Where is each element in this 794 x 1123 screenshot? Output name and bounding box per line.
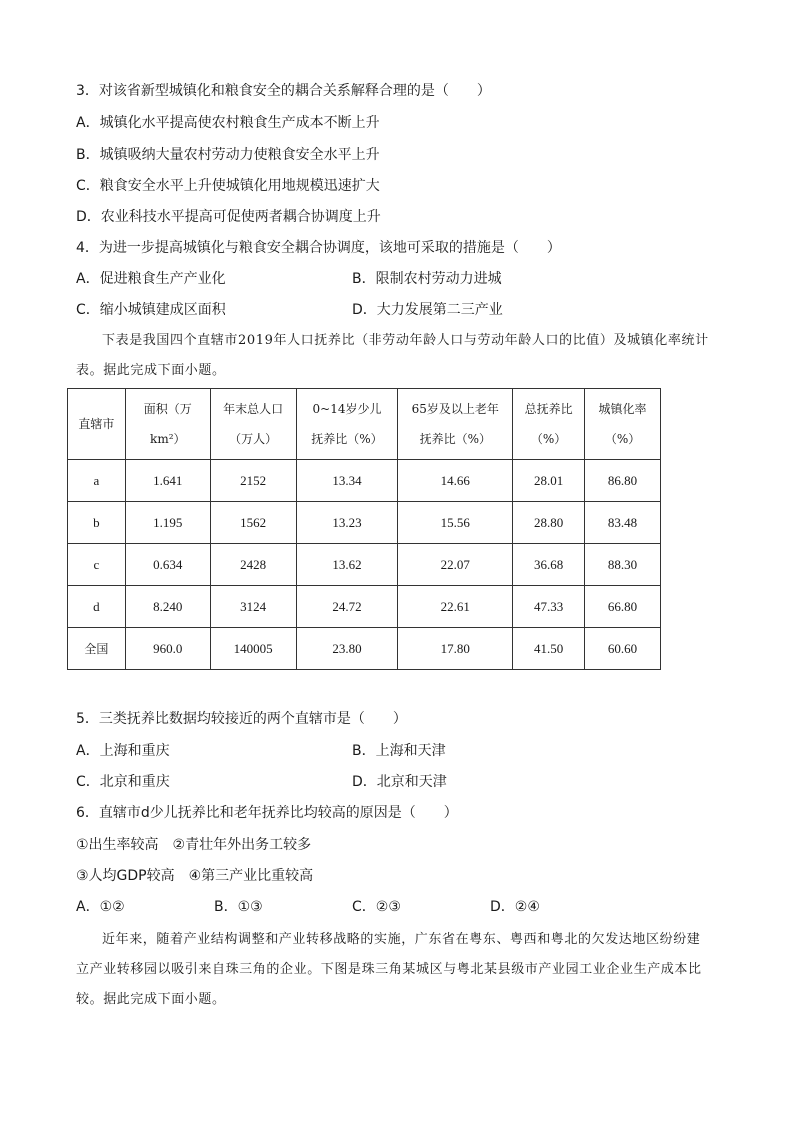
header-total-dependency: 总抚养比 （%）	[513, 389, 585, 460]
question-4-option-d: D．大力发展第二三产业	[352, 302, 503, 318]
table-cell: 1562	[210, 502, 296, 544]
industry-intro-line-2: 立产业转移园以吸引来自珠三角的企业。下图是珠三角某城区与粤北某县级市产业园工业企业生产成本比	[76, 962, 702, 977]
table-cell: 14.66	[398, 460, 513, 502]
table-intro-paragraph	[76, 326, 738, 386]
question-6-option-b: B．①③	[214, 899, 263, 915]
table-cell: 全国	[68, 628, 126, 670]
table-cell: 28.01	[513, 460, 585, 502]
table-cell: b	[68, 502, 126, 544]
table-cell: 3124	[210, 586, 296, 628]
question-5-option-b: B．上海和天津	[352, 743, 446, 759]
table-cell: 0.634	[125, 544, 210, 586]
question-3-option-b: B．城镇吸纳大量农村劳动力使粮食安全水平上升	[76, 147, 380, 163]
question-3-option-c: C．粮食安全水平上升使城镇化用地规模迅速扩大	[76, 178, 380, 194]
question-5-option-a: A．上海和重庆	[76, 743, 170, 759]
header-urbanization-rate: 城镇化率 （%）	[585, 389, 661, 460]
table-cell: 41.50	[513, 628, 585, 670]
question-5-option-c: C．北京和重庆	[76, 774, 170, 790]
header-area: 面积（万 km²）	[125, 389, 210, 460]
question-6-stem: 6．直辖市d少儿抚养比和老年抚养比均较高的原因是（ ）	[76, 805, 458, 821]
table-intro-line-1: 下表是我国四个直辖市2019年人口抚养比（非劳动年龄人口与劳动年龄人口的比值）及城镇化率统计	[102, 333, 709, 348]
question-4-option-c: C．缩小城镇建成区面积	[76, 302, 226, 318]
question-6-option-a: A．①②	[76, 899, 125, 915]
table-cell: 60.60	[585, 628, 661, 670]
table-cell: 83.48	[585, 502, 661, 544]
table-row	[68, 628, 661, 670]
question-3-option-a: A．城镇化水平提高使农村粮食生产成本不断上升	[76, 115, 380, 131]
table-cell: 140005	[210, 628, 296, 670]
question-4-option-a: A．促进粮食生产产业化	[76, 271, 226, 287]
table-cell: 2428	[210, 544, 296, 586]
question-4-option-b: B．限制农村劳动力进城	[352, 271, 502, 287]
question-3-option-d: D．农业科技水平提高可促使两者耦合协调度上升	[76, 209, 381, 225]
header-population: 年末总人口 （万人）	[210, 389, 296, 460]
population-statistics-table	[67, 388, 661, 670]
table-cell: 47.33	[513, 586, 585, 628]
question-6-items-line-1: ①出生率较高 ②青壮年外出务工较多	[76, 837, 312, 853]
table-intro-line-2: 表。据此完成下面小题。	[76, 363, 226, 378]
question-4-stem: 4．为进一步提高城镇化与粮食安全耦合协调度，该地可采取的措施是（ ）	[76, 240, 561, 256]
table-cell: c	[68, 544, 126, 586]
table-cell: 8.240	[125, 586, 210, 628]
question-5-stem: 5．三类抚养比数据均较接近的两个直辖市是（ ）	[76, 711, 407, 727]
table-row	[68, 502, 661, 544]
table-row	[68, 586, 661, 628]
table-cell: 86.80	[585, 460, 661, 502]
table-cell: 66.80	[585, 586, 661, 628]
header-elderly-dependency: 65岁及以上老年 抚养比（%）	[398, 389, 513, 460]
table-cell: 28.80	[513, 502, 585, 544]
table-cell: 22.07	[398, 544, 513, 586]
industry-intro-line-3: 较。据此完成下面小题。	[76, 992, 226, 1007]
table-cell: d	[68, 586, 126, 628]
table-cell: 13.23	[296, 502, 398, 544]
table-cell: 1.641	[125, 460, 210, 502]
question-5-option-d: D．北京和天津	[352, 774, 447, 790]
table-cell: 1.195	[125, 502, 210, 544]
header-child-dependency: 0~14岁少儿 抚养比（%）	[296, 389, 398, 460]
table-cell: 36.68	[513, 544, 585, 586]
table-header-row	[68, 389, 661, 460]
table-cell: 2152	[210, 460, 296, 502]
table-cell: a	[68, 460, 126, 502]
table-cell: 960.0	[125, 628, 210, 670]
table-cell: 13.62	[296, 544, 398, 586]
question-6-items-line-2: ③人均GDP较高 ④第三产业比重较高	[76, 868, 314, 884]
table-cell: 15.56	[398, 502, 513, 544]
table-row	[68, 460, 661, 502]
industry-intro-paragraph	[76, 925, 738, 1015]
question-6-option-c: C．②③	[352, 899, 401, 915]
question-6-option-d: D．②④	[490, 899, 540, 915]
industry-intro-line-1: 近年来，随着产业结构调整和产业转移战略的实施，广东省在粤东、粤西和粤北的欠发达地区纷纷建	[102, 932, 701, 947]
question-3-stem: 3．对该省新型城镇化和粮食安全的耦合关系解释合理的是（ ）	[76, 83, 491, 99]
table-cell: 88.30	[585, 544, 661, 586]
table-cell: 23.80	[296, 628, 398, 670]
table-row	[68, 544, 661, 586]
header-municipality: 直辖市	[68, 389, 126, 460]
table-cell: 13.34	[296, 460, 398, 502]
table-cell: 17.80	[398, 628, 513, 670]
table-cell: 24.72	[296, 586, 398, 628]
table-cell: 22.61	[398, 586, 513, 628]
